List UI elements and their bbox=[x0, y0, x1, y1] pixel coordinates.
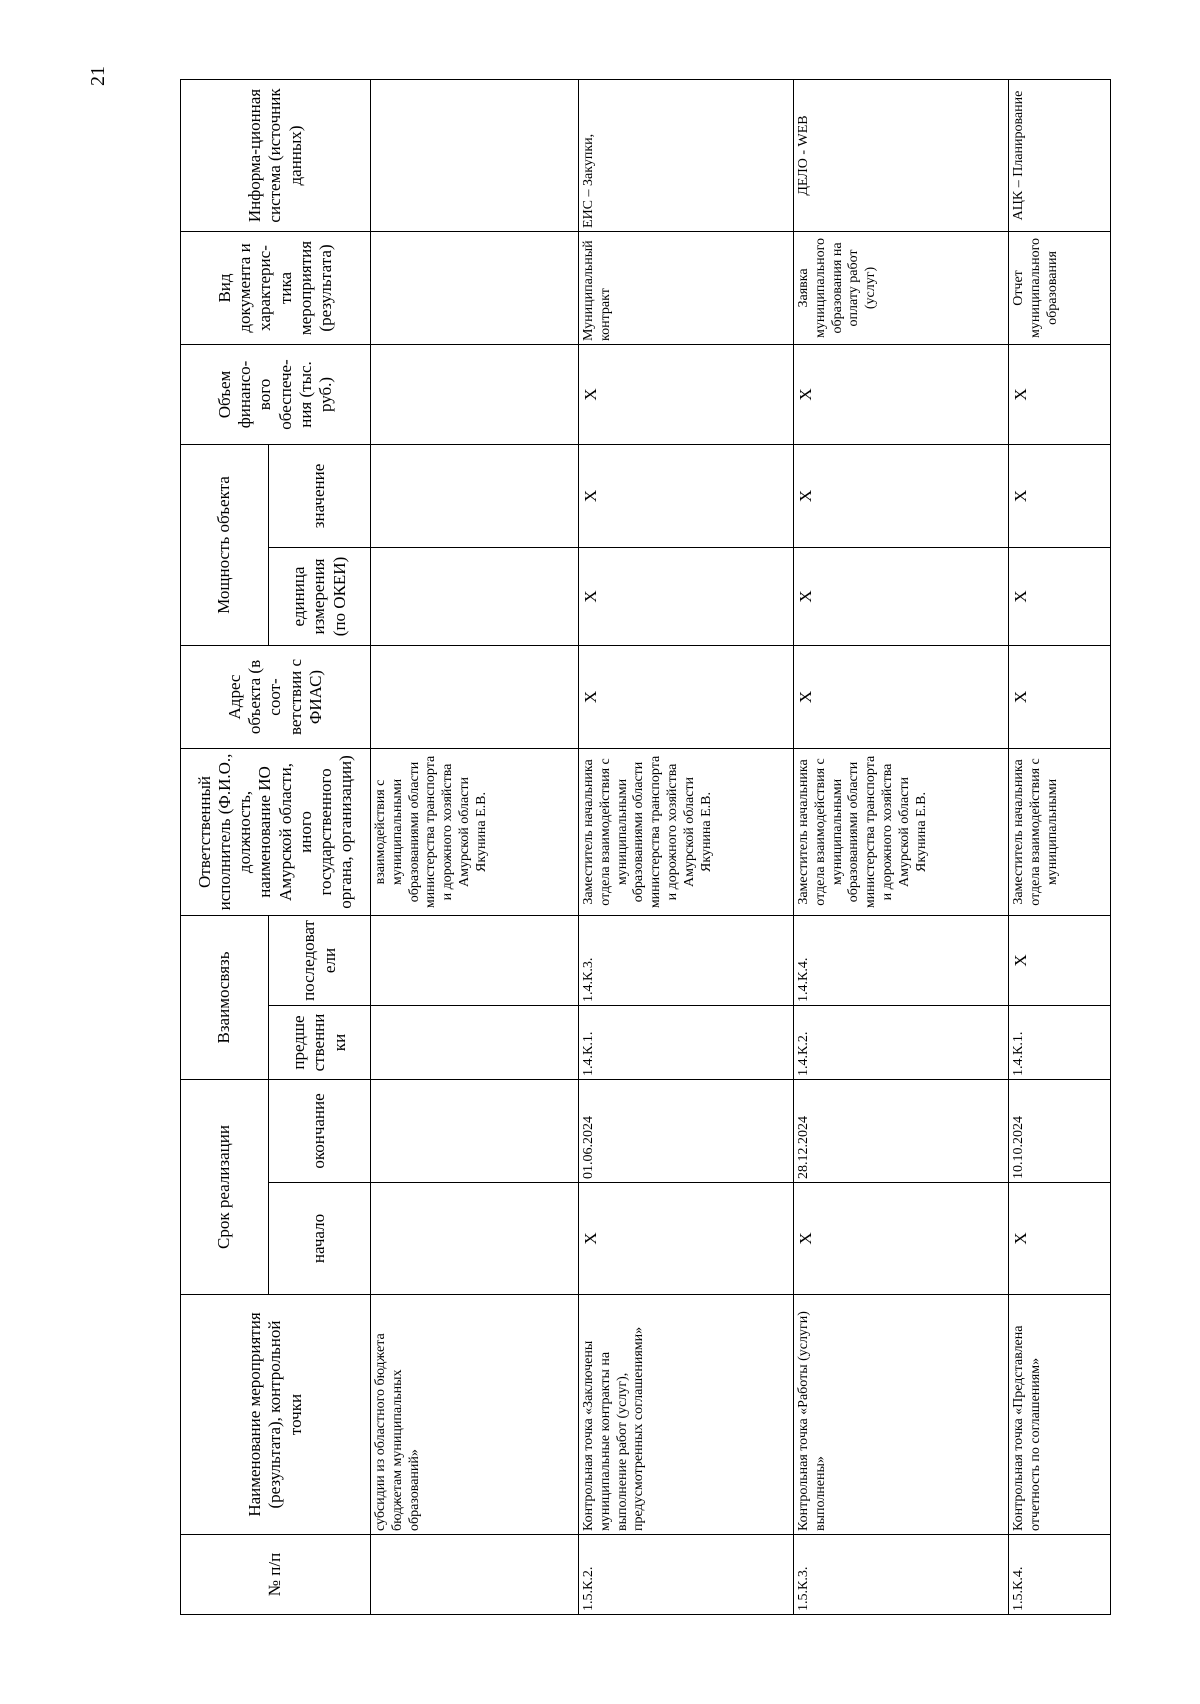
header-system: Информа-ционная система (источник данных) bbox=[181, 79, 371, 231]
cell-value bbox=[371, 444, 579, 547]
cell-next: 1.4.К.3. bbox=[579, 915, 794, 1005]
cell-num: 1.5.К.4. bbox=[1009, 1535, 1111, 1615]
cell-value: Х bbox=[794, 444, 1009, 547]
cell-end: 28.12.2024 bbox=[794, 1080, 1009, 1183]
cell-finance bbox=[371, 344, 579, 444]
cell-name: Контрольная точка «Представлена отчетность по соглашениям» bbox=[1009, 1295, 1111, 1535]
table-row bbox=[1009, 79, 1111, 1614]
cell-num: 1.5.К.3. bbox=[794, 1535, 1009, 1615]
header-link-next: последоват ели bbox=[269, 915, 371, 1005]
cell-system bbox=[371, 79, 579, 231]
cell-end bbox=[371, 1080, 579, 1183]
cell-next: Х bbox=[1009, 915, 1111, 1005]
cell-doc bbox=[371, 231, 579, 344]
header-term-end: окончание bbox=[269, 1080, 371, 1183]
cell-unit bbox=[371, 547, 579, 645]
cell-responsible: Заместитель начальника отдела взаимодействия с муниципальными образованиями области министерства транспорта и дорожного хозяйства Амурской области Якунина Е.В. bbox=[579, 748, 794, 915]
table-row bbox=[371, 79, 579, 1614]
cell-num bbox=[371, 1535, 579, 1615]
header-unit: единица измерения (по ОКЕИ) bbox=[269, 547, 371, 645]
cell-next bbox=[371, 915, 579, 1005]
cell-prev: 1.4.К.1. bbox=[1009, 1006, 1111, 1080]
header-responsible: Ответственный исполнитель (Ф.И.О., должность, наименование ИО Амурской области, иного государственного органа, организации) bbox=[181, 748, 371, 915]
cell-start: Х bbox=[579, 1183, 794, 1295]
table-row bbox=[579, 79, 794, 1614]
cell-end: 01.06.2024 bbox=[579, 1080, 794, 1183]
cell-unit: Х bbox=[1009, 547, 1111, 645]
cell-name: Контрольная точка «Заключены муниципальные контракты на выполнение работ (услуг), предусмотренных соглашениями» bbox=[579, 1295, 794, 1535]
cell-unit: Х bbox=[579, 547, 794, 645]
header-term: Срок реализации bbox=[181, 1080, 269, 1295]
cell-prev: 1.4.К.1. bbox=[579, 1006, 794, 1080]
cell-doc: Заявка муниципального образования на оплату работ (услуг) bbox=[794, 231, 1009, 344]
cell-value: Х bbox=[1009, 444, 1111, 547]
cell-doc: Муниципальный контракт bbox=[579, 231, 794, 344]
header-link: Взаимосвязь bbox=[181, 915, 269, 1079]
cell-responsible: Заместитель начальника отдела взаимодействия с муниципальными образованиями области министерства транспорта и дорожного хозяйства Амурской области Якунина Е.В. bbox=[794, 748, 1009, 915]
header-doc: Вид документа и характерис-тика мероприятия (результата) bbox=[181, 231, 371, 344]
header-address: Адрес объекта (в соот-ветствии с ФИАС) bbox=[181, 645, 371, 748]
plan-table bbox=[180, 79, 1111, 1615]
cell-name: Контрольная точка «Работы (услуги) выполнены» bbox=[794, 1295, 1009, 1535]
header-name: Наименование мероприятия (результата), контрольной точки bbox=[181, 1295, 371, 1535]
header-link-prev: предше ственни ки bbox=[269, 1006, 371, 1080]
cell-address: Х bbox=[579, 645, 794, 748]
cell-responsible: взаимодействия с муниципальными образованиями области министерства транспорта и дорожного хозяйства Амурской области Якунина Е.В. bbox=[371, 748, 579, 915]
header-term-start: начало bbox=[269, 1183, 371, 1295]
cell-system: АЦК – Планирование bbox=[1009, 79, 1111, 231]
cell-end: 10.10.2024 bbox=[1009, 1080, 1111, 1183]
cell-address bbox=[371, 645, 579, 748]
cell-prev: 1.4.К.2. bbox=[794, 1006, 1009, 1080]
header-num: № п/п bbox=[181, 1535, 371, 1615]
cell-address: Х bbox=[794, 645, 1009, 748]
cell-doc: Отчет муниципального образования bbox=[1009, 231, 1111, 344]
cell-system: ДЕЛО - WEB bbox=[794, 79, 1009, 231]
cell-address: Х bbox=[1009, 645, 1111, 748]
cell-system: ЕИС – Закупки, bbox=[579, 79, 794, 231]
cell-finance: Х bbox=[794, 344, 1009, 444]
cell-finance: Х bbox=[1009, 344, 1111, 444]
table-row bbox=[794, 79, 1009, 1614]
header-value: значение bbox=[269, 444, 371, 547]
cell-start bbox=[371, 1183, 579, 1295]
cell-start: Х bbox=[794, 1183, 1009, 1295]
rotated-table-container bbox=[180, 80, 1110, 1615]
cell-name: субсидии из областного бюджета бюджетам муниципальных образований» bbox=[371, 1295, 579, 1535]
cell-finance: Х bbox=[579, 344, 794, 444]
page-number: 21 bbox=[87, 66, 109, 86]
cell-unit: Х bbox=[794, 547, 1009, 645]
cell-value: Х bbox=[579, 444, 794, 547]
cell-start: Х bbox=[1009, 1183, 1111, 1295]
header-capacity: Мощность объекта bbox=[181, 444, 269, 645]
cell-num: 1.5.К.2. bbox=[579, 1535, 794, 1615]
cell-responsible: Заместитель начальника отдела взаимодействия с муниципальными bbox=[1009, 748, 1111, 915]
header-finance: Объем финансо-вого обеспече-ния (тыс. руб.) bbox=[181, 344, 371, 444]
cell-prev bbox=[371, 1006, 579, 1080]
cell-next: 1.4.К.4. bbox=[794, 915, 1009, 1005]
